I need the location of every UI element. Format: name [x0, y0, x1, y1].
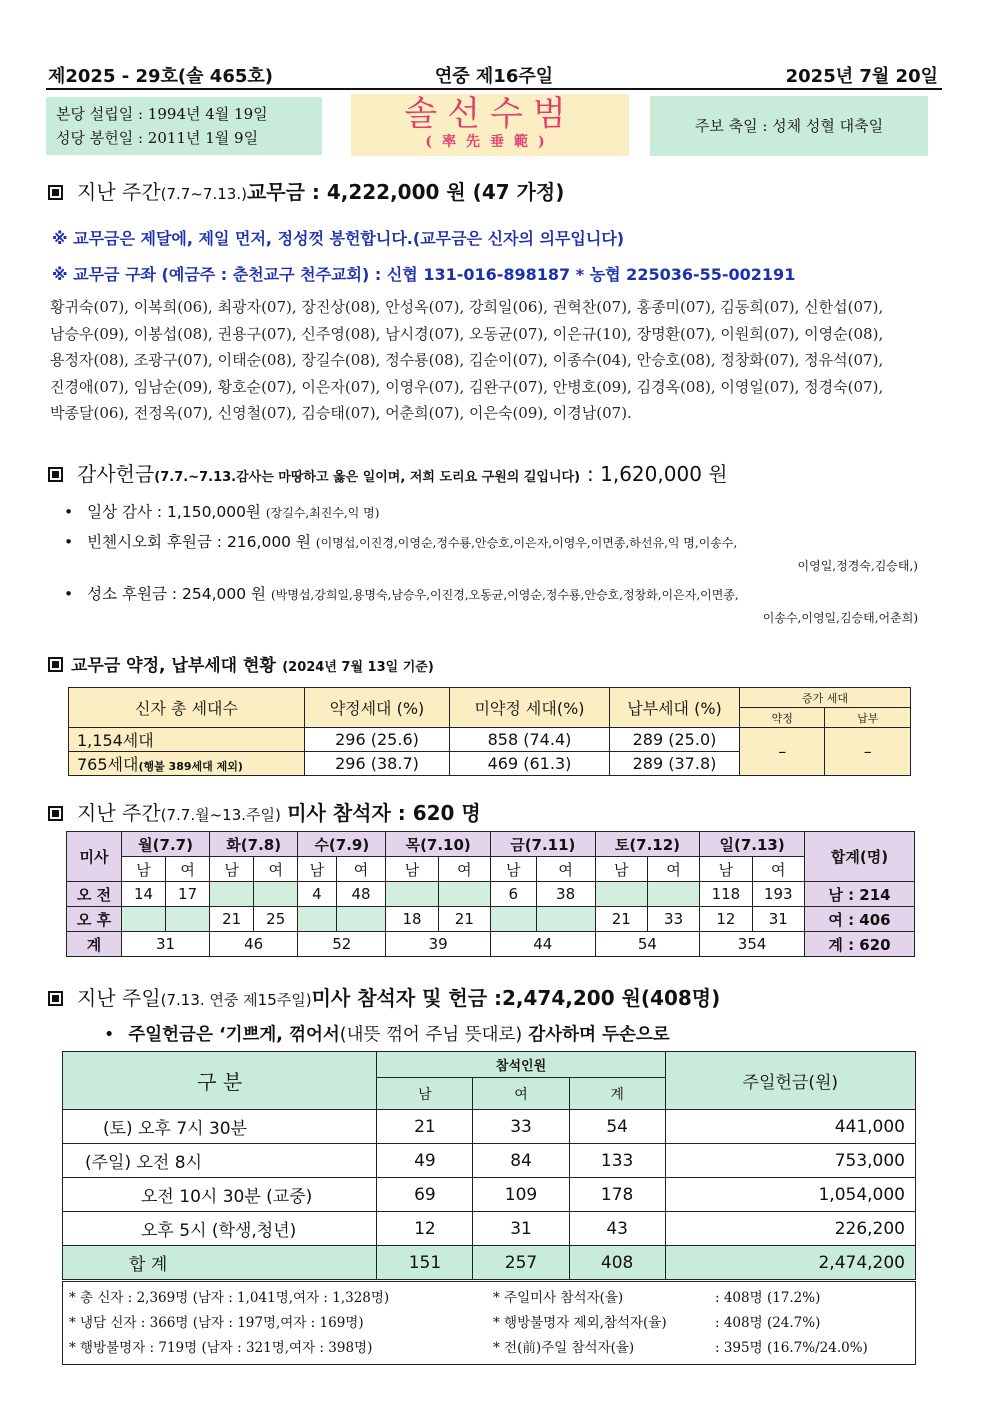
table-cell: 여 [336, 857, 386, 882]
table-cell: 193 [752, 882, 804, 907]
thanks-item-cont: 이영일,정경숙,김승태,) [797, 559, 918, 573]
table-row: 765세대(행불 389세대 제외) 296 (38.7) 469 (61.3) 289 (37.8) [69, 752, 911, 776]
mass-attendance-table: 미사 월(7.7) 화(7.8) 수(7.9) 목(7.10) 금(7.11) 토(7.12) 일(7.13) 합계(명) 남 여 남 여 남 여 남 여 남 여 남 여 남 여 오 전 14 17 4 48 6 38 118 193 남 : 214 오 후 21 25 18 21 21 33 12 31 여 : 406 계 31 46 52 39 44 54 354 계 : 620 [66, 831, 915, 957]
mass-heading: 지난 주간(7.7.월~13.주일) 미사 참석자 : 620 명 [48, 797, 481, 826]
parish-statistics [62, 1281, 916, 1365]
pledge-heading: 교무금 약정, 납부세대 현황 (2024년 7월 13일 기준) [48, 651, 434, 676]
table-cell: 48 [336, 882, 386, 907]
table-cell: 4 [298, 882, 336, 907]
table-cell: 39 [386, 932, 491, 957]
establishment-box [46, 97, 322, 155]
names-line: 용정자(08), 조광구(07), 이태순(08), 장길수(08), 정수룡(08), 김순이(07), 이종수(04), 안승호(08), 정창화(07), 정유석(07), [50, 351, 884, 369]
patron-feast: 주보 축일 : 성체 성혈 대축일 [650, 96, 928, 156]
table-cell [122, 907, 166, 932]
table-cell: 6 [491, 882, 537, 907]
table-cell [210, 882, 254, 907]
sunday-offering-note: • 주일헌금은 ‘기쁘게, 꺾어서(내뜻 꺾어 주님 뜻대로) 감사하며 두손으로 [104, 1025, 670, 1045]
table-cell [254, 882, 298, 907]
table-cell: 21 [438, 907, 490, 932]
table-cell: 31 [752, 907, 804, 932]
names-line: 박종달(06), 전정옥(07), 신영철(07), 김승태(07), 어춘희(07), 이은숙(09), 이경남(07). [50, 404, 632, 422]
motto-hanja: (率先垂範) [425, 134, 555, 150]
thanks-item-cont: 이송수,이영일,김승태,어춘희) [762, 611, 918, 625]
table-row: (토) 오후 7시 30분 21 33 54 441,000 [63, 1110, 916, 1144]
parish-founded: 본당 설립일 : 1994년 4월 19일 [56, 105, 268, 123]
stats-row: * 행방불명자 : 719명 (남자 : 321명,여자 : 398명) * 전(前)주일 참석자(율) : 395명 (16.7%/24.0%) [69, 1340, 868, 1356]
thanks-item: • 일상 감사 : 1,150,000원 (장길수,최진수,익 명) [64, 503, 380, 521]
names-line: 진경애(07), 임남순(09), 황호순(07), 이은자(07), 이영우(07), 김완구(07), 안병호(09), 김경옥(08), 이영일(07), 정경숙(07), [50, 377, 884, 396]
table-cell [647, 882, 699, 907]
table-cell: 17 [166, 882, 210, 907]
table-cell [595, 882, 647, 907]
table-cell: 18 [386, 907, 438, 932]
table-cell: 118 [700, 882, 752, 907]
table-cell: 오 전 [67, 882, 122, 907]
names-line: 남승우(09), 이봉섭(08), 권용구(07), 신주영(08), 남시경(07), 오동균(07), 이은규(10), 장명환(07), 이원희(07), 이영순(08), [50, 324, 884, 343]
stats-row: * 총 신자 : 2,369명 (남자 : 1,041명,여자 : 1,328명) * 주일미사 참석자(율) : 408명 (17.2%) [69, 1290, 821, 1306]
table-cell: 남 [210, 857, 254, 882]
table-cell [536, 907, 595, 932]
table-row: 1,154세대 296 (25.6) 858 (74.4) 289 (25.0) – – [69, 728, 911, 752]
table-cell: 여 [752, 857, 804, 882]
table-cell: 46 [210, 932, 298, 957]
table-cell: 여 [166, 857, 210, 882]
table-cell [166, 907, 210, 932]
dues-note: ※ 교무금은 제달에, 제일 먼저, 정성껏 봉헌합니다.(교무금은 신자의 의무입니다) [52, 229, 625, 248]
dues-names-list [50, 294, 950, 427]
table-cell: 31 [122, 932, 210, 957]
total-row: 합 계 151 257 408 2,474,200 [63, 1246, 916, 1280]
table-cell: 남 [700, 857, 752, 882]
dues-heading: 지난 주간(7.7~7.13.)교무금 : 4,222,000 원 (47 가정) [48, 176, 564, 205]
table-cell: 25 [254, 907, 298, 932]
square-bullet-icon [48, 185, 63, 200]
table-row [67, 932, 915, 957]
sunday-heading: 지난 주일(7.13. 연중 제15주일)미사 참석자 및 헌금 :2,474,200 원(408명) [48, 982, 720, 1011]
table-row: (주일) 오전 8시 49 84 133 753,000 [63, 1144, 916, 1178]
table-cell: 여 [438, 857, 490, 882]
table-cell: 21 [595, 907, 647, 932]
table-cell: 남 [298, 857, 336, 882]
table-cell: 여 : 406 [805, 907, 915, 932]
dues-account: ※ 교무금 구좌 (예금주 : 춘천교구 천주교회) : 신협 131-016-898187 * 농협 225036-55-002191 [52, 265, 796, 284]
table-cell [298, 907, 336, 932]
thanks-item: • 빈첸시오회 후원금 : 216,000 원 (이명섭,이진경,이영순,정수룡,안승호,이은자,이영우,이면종,하선유,익 명,이송수, [64, 533, 738, 551]
square-bullet-icon [48, 806, 63, 821]
table-cell: 38 [536, 882, 595, 907]
table-cell: 21 [210, 907, 254, 932]
table-cell: 14 [122, 882, 166, 907]
thanks-item: • 성소 후원금 : 254,000 원 (박명섭,강희일,용명숙,남승우,이진경,오동균,이영순,정수룡,안승호,정창화,이은자,이면종, [64, 585, 739, 603]
table-row: 오전 10시 30분 (교중) 69 109 178 1,054,000 [63, 1178, 916, 1212]
motto-hangul: 솔선수범 [404, 94, 576, 134]
pledge-table: 신자 총 세대수 약정세대 (%) 미약정 세대(%) 납부세대 (%) 증가 세대 약정 납부 1,154세대 296 (25.6) 858 (74.4) 289 (25.0) – – 765세대(행불 389세대 제외) 296 (38.7) 469 (61.3) 289 (37.8) [68, 687, 911, 776]
table-cell: 남 [122, 857, 166, 882]
liturgical-week: 연중 제16주일 [434, 66, 554, 87]
table-cell: 오 후 [67, 907, 122, 932]
table-cell: 남 [386, 857, 438, 882]
table-cell [438, 882, 490, 907]
square-bullet-icon [48, 467, 63, 482]
table-cell: 계 : 620 [805, 932, 915, 957]
church-dedicated: 성당 봉헌일 : 2011년 1월 9일 [56, 129, 259, 147]
table-cell: 여 [254, 857, 298, 882]
table-cell: 354 [700, 932, 805, 957]
stats-row: * 냉담 신자 : 366명 (남자 : 197명,여자 : 169명) * 행방불명자 제외,참석자(율) : 408명 (24.7%) [69, 1315, 821, 1331]
table-cell: 남 : 214 [805, 882, 915, 907]
thanks-heading: 감사헌금(7.7.~7.13.감사는 마땅하고 옳은 일이며, 저희 도리요 구원의 길입니다) : 1,620,000 원 [48, 458, 728, 487]
bulletin-header [46, 60, 942, 90]
names-line: 황귀숙(07), 이복희(06), 최광자(07), 장진상(08), 안성옥(07), 강희일(06), 권혁찬(07), 홍종미(07), 김동희(07), 신한섭(07), [50, 298, 884, 316]
table-cell: 계 [67, 932, 122, 957]
table-cell: 44 [491, 932, 596, 957]
square-bullet-icon [48, 657, 63, 672]
table-cell: 12 [700, 907, 752, 932]
table-cell [336, 907, 386, 932]
table-row: 오후 5시 (학생,청년) 12 31 43 226,200 [63, 1212, 916, 1246]
issue-number: 제2025 - 29호(솔 465호) [48, 66, 273, 87]
table-cell: 54 [595, 932, 700, 957]
sunday-mass-table: 구 분 참석인원 주일헌금(원) 남 여 계 (토) 오후 7시 30분 21 33 54 441,000 (주일) 오전 8시 49 84 133 753,000 오전 10시 30분 (교중) 69 109 178 1,054,000 오후 5시 (학생,청년) 12 31 43 226,200 합 계 151 257 408 2,474,200 [62, 1051, 916, 1280]
square-bullet-icon [48, 991, 63, 1006]
motto-box [351, 94, 629, 156]
table-cell: 33 [647, 907, 699, 932]
table-cell: 남 [595, 857, 647, 882]
table-cell: 남 [491, 857, 537, 882]
table-cell: 52 [298, 932, 386, 957]
bulletin-date: 2025년 7월 20일 [785, 66, 938, 87]
table-row [67, 882, 915, 907]
table-cell [491, 907, 537, 932]
table-cell [386, 882, 438, 907]
table-row [67, 907, 915, 932]
table-cell: 여 [536, 857, 595, 882]
table-cell: 여 [647, 857, 699, 882]
